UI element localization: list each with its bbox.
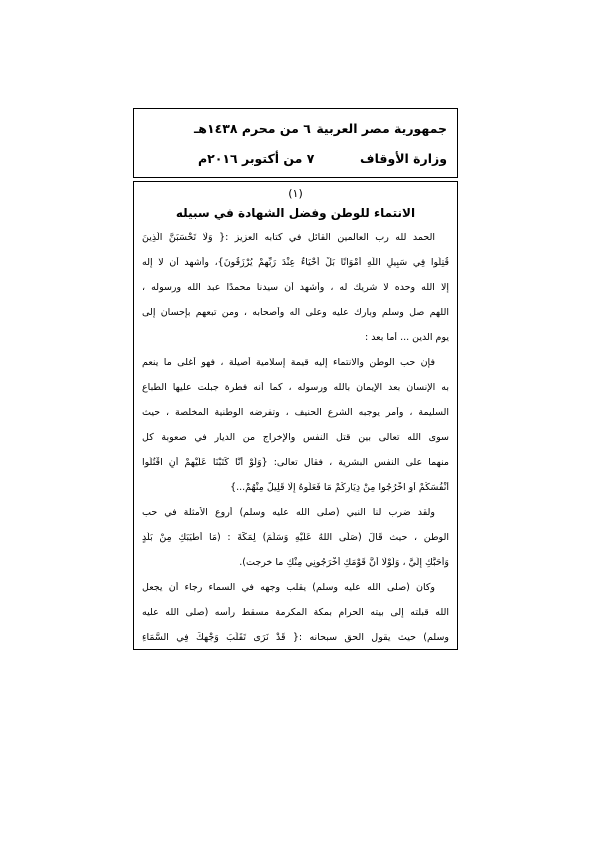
page-number: (١) [288,187,303,200]
gregorian-date: ٧ من أكتوبر ٢٠١٦م [198,151,315,166]
text-line: وكان (صلى الله عليه وسلم) يقلب وجهه في السماء رجاء أن يجعل [142,582,435,593]
text-line: يوم الدين ... أما بعد : [364,332,449,343]
text-line: اللهم صل وسلم وبارك عليه وعلى آله وأصحابه ، ومن تبعهم بإحسان إلى [142,307,449,318]
text-line: منهما على النفس البشرية ، فقال تعالى: {وَلَوْ أَنَّا كَتَبْنَا عَلَيْهِمْ أَنِ اقْتُلُوا [142,457,449,468]
text-line: فإن حب الوطن والانتماء إليه قيمة إسلامية أصيلة ، فهو أغلى ما ينعم [142,357,435,368]
text-line: به الإنسان بعد الإيمان بالله ورسوله ، كما أنه فطرة جبلت عليها الطباع [142,382,449,393]
text-line: السليمة ، وأمر يوجبه الشرع الحنيف ، وتفرضه الوطنية المخلصة ، حيث [142,407,449,418]
text-line: الله قبلته إلى بيته الحرام بمكة المكرمة مسقط رأسه (صلى الله عليه [142,607,449,618]
country-name: جمهورية مصر العربية [316,121,447,136]
text-line: الحمد لله رب العالمين القائل في كتابه العزيز :{ وَلَا تَحْسَبَنَّ الَّذِينَ [142,232,435,243]
ministry-name: وزارة الأوقاف [360,151,447,166]
header-row-1 [134,121,457,141]
text-line: الوطن ، حيث قَالَ (صَلَّى اللهُ عَلَيْهِ وَسَلَّمَ) لِمَكَّةَ : (مَا أَطْيَبَكِ مِنْ بَلَدٍ [142,532,449,543]
text-line: أَنْفُسَكُمْ أَوِ اخْرُجُوا مِنْ دِيَارِكُمْ مَا فَعَلُوهُ إِلَّا قَلِيلٌ مِنْهُمْ...} [230,482,449,493]
text-line: وَأَحَبَّكِ إِلَيَّ ، وَلَوْلَا أَنَّ قَوْمَكِ أَخْرَجُونِي مِنْكِ ما خرجت). [239,557,449,568]
text-line: ولقد ضرب لنا النبي (صلى الله عليه وسلم) أروع الأمثلة في حب [142,507,435,518]
text-line: إلا الله وحده لا شريك له ، وأشهد أن سيدنا محمدًا عبد الله ورسوله ، [142,282,449,293]
text-line: وسلم) حيث يقول الحق سبحانه :{ قَدْ نَرَى تَقَلُّبَ وَجْهِكَ فِي السَّمَاءِ [142,632,449,643]
sermon-title: الانتماء للوطن وفضل الشهادة في سبيله [175,206,416,220]
header-row-2 [134,151,457,171]
sermon-box [133,181,458,650]
text-line: سوى الله تعالى بين قتل النفس والإخراج من الديار في صعوبة كل [142,432,449,443]
hijri-date: ٦ من محرم ١٤٣٨هـ [194,121,311,136]
header-box [133,108,458,178]
text-line: قُتِلُوا فِي سَبِيلِ اللَّهِ أَمْوَاتًا بَلْ أَحْيَاءٌ عِنْدَ رَبِّهِمْ يُرْزَقُونَ}، وأشهد أن لا إله [142,257,449,268]
